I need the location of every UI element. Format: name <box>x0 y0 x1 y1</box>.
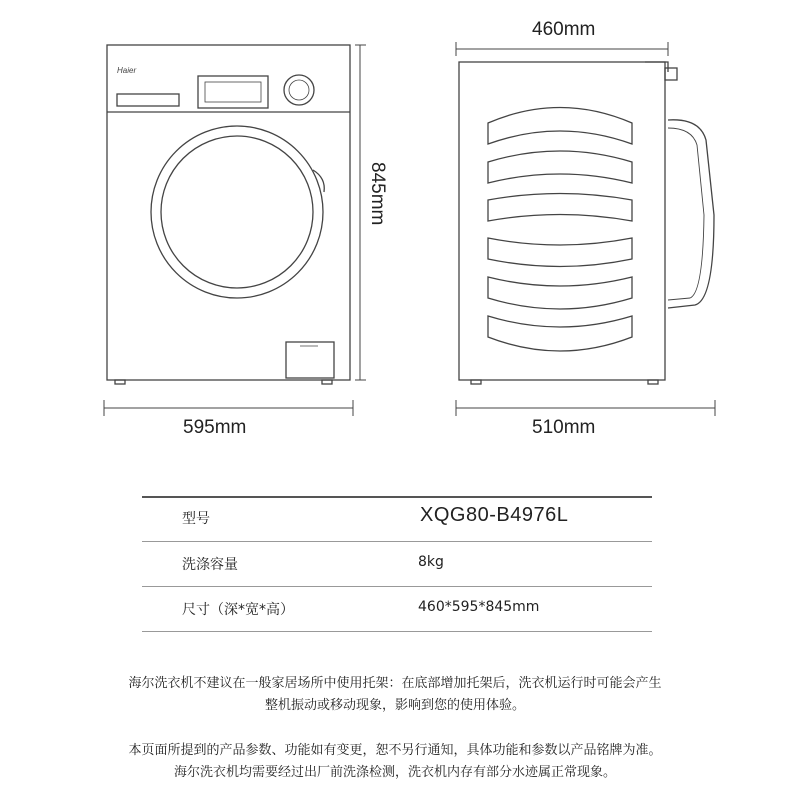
filter-cover <box>286 342 334 378</box>
side-knob <box>665 68 677 80</box>
spec-label: 尺寸（深*宽*高） <box>182 602 294 618</box>
side-rib-5 <box>488 277 632 309</box>
side-depth-label: 510mm <box>532 417 596 438</box>
spec-value: XQG80-B4976L <box>420 504 569 526</box>
program-knob <box>284 75 314 105</box>
front-width-label: 595mm <box>183 417 247 438</box>
top-width-label: 460mm <box>532 19 596 40</box>
spec-table <box>142 496 652 632</box>
front-view <box>107 45 350 384</box>
note-para2-line2: 海尔洗衣机均需要经过出厂前洗涤检测，洗衣机内存有部分水迹属正常现象。 <box>173 765 616 780</box>
side-rib-4 <box>488 238 632 267</box>
brand-logo: Haier <box>117 66 137 75</box>
note-para1-line1: 海尔洗衣机不建议在一般家居场所中使用托架：在底部增加托架后，洗衣机运行时可能会产生 <box>128 676 662 691</box>
door-glass <box>161 136 313 288</box>
side-rib-3 <box>488 194 632 222</box>
side-rib-1 <box>488 108 632 145</box>
side-rib-2 <box>488 151 632 183</box>
spec-value: 8kg <box>418 554 444 570</box>
height-label: 845mm <box>367 162 388 226</box>
side-rib-6 <box>488 316 632 351</box>
spec-label: 型号 <box>182 511 210 527</box>
door-hinge <box>313 170 324 192</box>
display-panel <box>198 76 268 108</box>
detergent-drawer <box>117 94 179 106</box>
front-foot-left <box>115 380 125 384</box>
door-outer-ring <box>151 126 323 298</box>
side-foot-left <box>471 380 481 384</box>
side-foot-right <box>648 380 658 384</box>
spec-row-size <box>142 587 652 632</box>
spec-value: 460*595*845mm <box>418 599 540 615</box>
side-door-outline <box>668 120 714 308</box>
spec-row-model <box>142 496 652 542</box>
spec-label: 洗涤容量 <box>182 557 238 573</box>
spec-row-capacity <box>142 542 652 587</box>
display-screen <box>205 82 261 102</box>
note-para1-line2: 整机振动或移动现象，影响到您的使用体验。 <box>264 698 525 713</box>
side-view <box>459 62 714 384</box>
note-para2-line1: 本页面所提到的产品参数、功能如有变更，恕不另行通知，具体功能和参数以产品铭牌为准。 <box>128 743 662 758</box>
front-foot-right <box>322 380 332 384</box>
